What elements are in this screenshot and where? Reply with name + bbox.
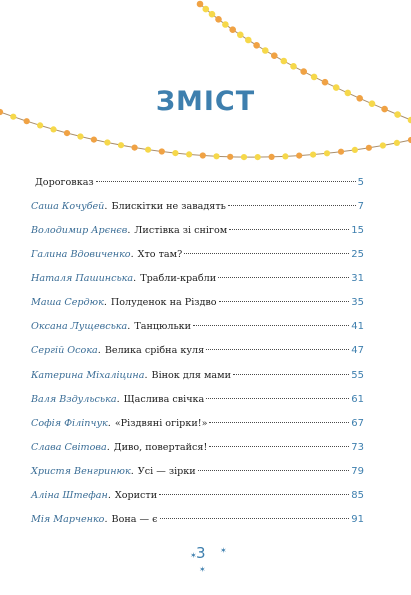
bead — [50, 126, 56, 132]
bead — [352, 147, 358, 153]
star-icon: ✶ — [199, 565, 206, 574]
bead — [380, 142, 386, 148]
toc-page-number: 85 — [351, 489, 364, 501]
toc-entry[interactable] — [31, 389, 364, 409]
toc-entry[interactable] — [31, 413, 364, 433]
toc-author: Слава Світова — [31, 441, 107, 453]
toc-separator: . — [133, 273, 137, 285]
toc-page-number: 61 — [351, 393, 364, 405]
bead — [237, 32, 244, 39]
toc-entry[interactable] — [31, 268, 364, 288]
toc-page-number: 35 — [351, 297, 364, 309]
toc-author: Валя Вздульська — [31, 393, 117, 405]
bead — [64, 130, 70, 136]
bead — [282, 153, 288, 159]
bead — [227, 154, 233, 160]
toc-author: Галина Вдовиченко — [31, 249, 131, 261]
bead — [159, 148, 165, 154]
toc-page-number: 7 — [357, 201, 364, 213]
bead — [338, 149, 344, 155]
toc-leader-dots — [198, 458, 350, 471]
bead — [394, 140, 400, 146]
toc-author: Софія Філіпчук — [31, 417, 108, 429]
toc-separator: . — [97, 345, 101, 357]
bead — [311, 74, 318, 81]
bead — [172, 150, 178, 156]
table-of-contents — [31, 172, 364, 533]
toc-entry[interactable] — [31, 196, 364, 216]
bead — [366, 145, 372, 151]
bead — [200, 152, 206, 158]
bead — [255, 154, 261, 160]
toc-author: Оксана Лущевська — [31, 321, 128, 333]
bead — [241, 154, 247, 160]
toc-page-number: 5 — [357, 177, 364, 188]
toc-story-title: Диво, повертайся! — [113, 441, 208, 453]
toc-page-number: 91 — [351, 513, 364, 525]
toc-entry[interactable] — [31, 172, 364, 192]
toc-entry[interactable] — [31, 509, 364, 529]
bead — [209, 11, 216, 18]
star-icon: ✶ — [220, 546, 227, 555]
bead — [37, 122, 43, 128]
bead — [322, 79, 329, 86]
bead — [296, 153, 302, 159]
toc-leader-dots — [96, 169, 356, 182]
toc-leader-dots — [206, 386, 349, 399]
toc-separator: . — [130, 249, 134, 261]
bead — [245, 37, 252, 44]
toc-entry[interactable] — [31, 244, 364, 264]
bead — [24, 118, 30, 124]
contents-title: ЗМІСТ — [155, 86, 256, 117]
toc-author: Наталя Пашинська — [31, 273, 134, 285]
bead — [132, 145, 138, 151]
toc-story-title: «Різдвяні огірки!» — [114, 417, 208, 429]
bead — [262, 47, 269, 54]
toc-author: Маша Сердюк — [31, 297, 104, 309]
toc-story-title: Дороговказ — [35, 177, 94, 188]
bead — [324, 150, 330, 156]
toc-page-number: 67 — [351, 417, 364, 429]
bead — [91, 137, 97, 143]
toc-author: Катерина Міхаліцина — [31, 369, 145, 381]
toc-leader-dots — [228, 193, 356, 206]
toc-leader-dots — [159, 482, 349, 495]
toc-leader-dots — [184, 241, 349, 254]
toc-leader-dots — [209, 434, 349, 447]
bead — [77, 133, 83, 139]
toc-page-number: 41 — [351, 321, 364, 333]
toc-leader-dots — [193, 313, 349, 326]
star-icon: ✶ — [190, 551, 197, 560]
bead — [281, 58, 288, 65]
toc-story-title: Усі — зірки — [137, 465, 196, 477]
toc-separator: . — [104, 201, 108, 213]
toc-leader-dots — [218, 265, 349, 278]
toc-separator: . — [127, 321, 131, 333]
toc-page-number: 47 — [351, 345, 364, 357]
bead — [229, 26, 236, 33]
bead — [186, 151, 192, 157]
toc-entry[interactable] — [31, 365, 364, 385]
toc-entry[interactable] — [31, 485, 364, 505]
bead — [310, 152, 316, 158]
toc-leader-dots — [209, 410, 349, 423]
toc-story-title: Хористи — [114, 489, 158, 501]
toc-leader-dots — [206, 337, 349, 350]
toc-story-title: Велика срібна куля — [104, 345, 205, 357]
toc-page-number: 15 — [351, 225, 364, 237]
bead — [222, 21, 229, 28]
bead — [203, 6, 210, 13]
toc-author: Мія Марченко — [31, 513, 105, 525]
toc-entry[interactable] — [31, 220, 364, 240]
toc-story-title: Хто там? — [137, 249, 183, 261]
toc-author: Сергій Осока — [31, 345, 98, 357]
toc-page-number: 79 — [351, 465, 364, 477]
toc-story-title: Трабли-крабли — [140, 273, 217, 285]
toc-entry[interactable] — [31, 437, 364, 457]
toc-story-title: Блискітки не завадять — [111, 201, 226, 213]
toc-entry[interactable] — [31, 292, 364, 312]
toc-leader-dots — [233, 362, 349, 375]
toc-author: Володимир Арєнєв — [31, 225, 128, 237]
bead — [118, 142, 124, 148]
toc-leader-dots — [229, 217, 349, 230]
page-number: 3 — [196, 544, 206, 562]
toc-page-number: 55 — [351, 369, 364, 381]
bead-garland-decoration — [0, 0, 411, 170]
toc-leader-dots — [160, 506, 350, 519]
bead — [269, 154, 275, 160]
bead — [271, 52, 278, 59]
bead — [197, 1, 204, 8]
bead — [253, 42, 260, 49]
bead — [104, 139, 110, 145]
toc-separator: . — [103, 297, 107, 309]
garland-string — [0, 112, 411, 157]
toc-separator: . — [106, 441, 110, 453]
toc-story-title: Листівка зі снігом — [134, 225, 228, 237]
toc-separator: . — [144, 369, 148, 381]
toc-separator: . — [107, 489, 111, 501]
toc-entry[interactable] — [31, 461, 364, 481]
toc-separator: . — [107, 417, 111, 429]
toc-separator: . — [127, 225, 131, 237]
bead — [300, 68, 307, 75]
toc-author: Христя Венгринюк — [31, 465, 131, 477]
toc-page-number: 31 — [351, 273, 364, 285]
bead — [215, 16, 222, 23]
toc-entry[interactable] — [31, 340, 364, 360]
toc-story-title: Вінок для мами — [151, 369, 231, 381]
toc-page-number: 25 — [351, 249, 364, 261]
toc-page-number: 73 — [351, 441, 364, 453]
toc-story-title: Танцюльки — [134, 321, 192, 333]
toc-separator: . — [104, 513, 108, 525]
toc-leader-dots — [219, 289, 350, 302]
toc-separator: . — [130, 465, 134, 477]
toc-author: Аліна Штефан — [31, 489, 108, 501]
toc-story-title: Вона — є — [111, 513, 158, 525]
toc-separator: . — [116, 393, 120, 405]
toc-story-title: Щаслива свічка — [123, 393, 205, 405]
toc-entry[interactable] — [31, 316, 364, 336]
bead — [290, 63, 297, 70]
toc-author: Саша Кочубей — [31, 201, 105, 213]
bead — [213, 153, 219, 159]
bead — [145, 147, 151, 153]
toc-story-title: Полуденок на Різдво — [110, 297, 217, 309]
